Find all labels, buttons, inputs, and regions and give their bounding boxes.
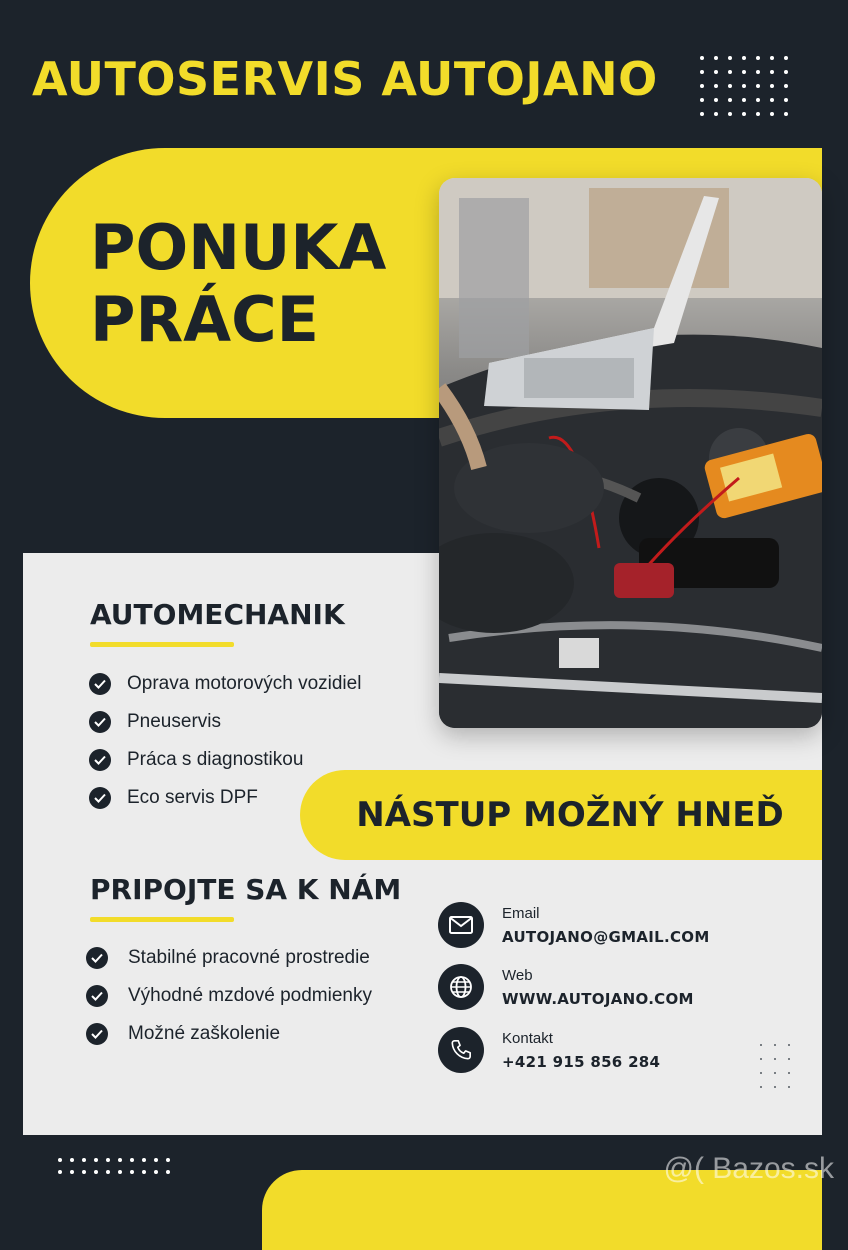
start-date-badge (300, 770, 822, 860)
check-icon (86, 947, 108, 969)
hero-title (90, 212, 386, 356)
dot (94, 1158, 98, 1162)
dot (82, 1170, 86, 1174)
contact-label: Web (502, 966, 533, 984)
join-title-underline (90, 917, 234, 922)
dot (788, 1086, 790, 1088)
dot (106, 1170, 110, 1174)
list-item (89, 741, 361, 779)
list-item-label: Eco servis DPF (127, 787, 258, 808)
dot (760, 1044, 762, 1046)
dot (770, 56, 774, 60)
dot (756, 84, 760, 88)
dot (788, 1072, 790, 1074)
contact-value[interactable]: +421 915 856 284 (502, 1052, 661, 1071)
dot (760, 1086, 762, 1088)
list-item-label: Oprava motorových vozidiel (127, 673, 362, 694)
dot (142, 1158, 146, 1162)
dot (788, 1044, 790, 1046)
dot (728, 112, 732, 116)
check-icon (89, 673, 111, 695)
dot (770, 98, 774, 102)
hero-title-line1: PONUKA (90, 211, 387, 284)
dot (784, 56, 788, 60)
join-title: PRIPOJTE SA K NÁM (90, 873, 402, 906)
dot (774, 1044, 776, 1046)
contact-label: Email (502, 904, 540, 922)
dot (82, 1158, 86, 1162)
list-item-label: Práca s diagnostikou (127, 749, 304, 770)
dot (118, 1170, 122, 1174)
dot (784, 70, 788, 74)
dot (714, 98, 718, 102)
check-icon (89, 749, 111, 771)
dot (760, 1072, 762, 1074)
contact-phone[interactable] (438, 1027, 660, 1073)
dot (58, 1158, 62, 1162)
dot (756, 98, 760, 102)
dot (700, 98, 704, 102)
dot (714, 112, 718, 116)
dot (154, 1170, 158, 1174)
globe-icon (438, 964, 484, 1010)
list-item (89, 665, 361, 703)
dot (788, 1058, 790, 1060)
dot (714, 70, 718, 74)
dot (728, 84, 732, 88)
dot (784, 84, 788, 88)
site-watermark: @( Bazos.sk (663, 1152, 834, 1185)
dot (742, 70, 746, 74)
dot (774, 1086, 776, 1088)
dot (728, 98, 732, 102)
list-item (86, 939, 372, 977)
dot (742, 84, 746, 88)
dot (728, 70, 732, 74)
dot (94, 1170, 98, 1174)
start-date-text: NÁSTUP MOŽNÝ HNEĎ (356, 795, 784, 835)
dot (130, 1158, 134, 1162)
dot-grid-decoration (700, 56, 798, 126)
list-item-label: Výhodné mzdové podmienky (128, 985, 372, 1006)
check-icon (86, 1023, 108, 1045)
contact-web[interactable] (438, 964, 694, 1010)
list-item (89, 703, 361, 741)
dot (774, 1058, 776, 1060)
dot (154, 1158, 158, 1162)
list-item (86, 1015, 372, 1053)
dot (58, 1170, 62, 1174)
check-icon (89, 787, 111, 809)
dot (142, 1170, 146, 1174)
dot (728, 56, 732, 60)
list-item-label: Pneuservis (127, 711, 221, 732)
list-item (86, 977, 372, 1015)
contact-value[interactable]: WWW.AUTOJANO.COM (502, 989, 694, 1008)
dot (742, 112, 746, 116)
dot (130, 1170, 134, 1174)
benefits-list (86, 939, 372, 1053)
envelope-icon (438, 902, 484, 948)
dot (770, 112, 774, 116)
dot (742, 56, 746, 60)
dot-grid-decoration (58, 1158, 178, 1182)
dot (700, 56, 704, 60)
dot (700, 70, 704, 74)
dot (70, 1158, 74, 1162)
dot (106, 1158, 110, 1162)
dot (756, 70, 760, 74)
list-item-label: Možné zaškolenie (128, 1023, 281, 1044)
mechanic-photo (439, 178, 822, 728)
dot (70, 1170, 74, 1174)
dot (784, 112, 788, 116)
dot (760, 1058, 762, 1060)
dot (118, 1158, 122, 1162)
check-icon (86, 985, 108, 1007)
list-item-label: Stabilné pracovné prostredie (128, 947, 370, 968)
page-title: AUTOSERVIS AUTOJANO (32, 52, 658, 106)
dot (774, 1072, 776, 1074)
dot-grid-decoration (760, 1044, 802, 1100)
dot (770, 84, 774, 88)
dot (700, 84, 704, 88)
dot (714, 56, 718, 60)
dot (166, 1158, 170, 1162)
hero-title-line2: PRÁCE (90, 283, 320, 356)
job-title: AUTOMECHANIK (90, 598, 345, 631)
phone-icon (438, 1027, 484, 1073)
dot (770, 70, 774, 74)
dot (784, 98, 788, 102)
job-title-underline (90, 642, 234, 647)
dot (700, 112, 704, 116)
dot (756, 56, 760, 60)
dot (166, 1170, 170, 1174)
dot (742, 98, 746, 102)
check-icon (89, 711, 111, 733)
dot (714, 84, 718, 88)
dot (756, 112, 760, 116)
contact-value[interactable]: AUTOJANO@GMAIL.COM (502, 927, 710, 946)
contact-label: Kontakt (502, 1029, 553, 1047)
contact-email[interactable] (438, 902, 710, 948)
